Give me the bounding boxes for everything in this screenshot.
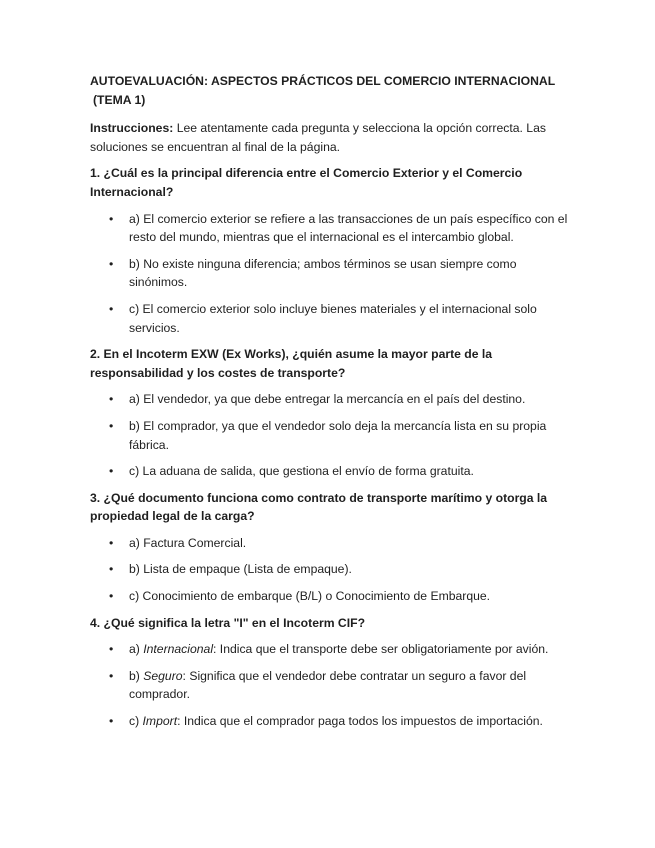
option-text — [129, 642, 548, 656]
option-2b — [90, 417, 568, 454]
option-text: b) Lista de empaque (Lista de empaque). — [129, 562, 352, 577]
option-1a — [90, 210, 568, 247]
question-4-options — [90, 640, 568, 730]
instructions-label: Instrucciones: — [90, 121, 174, 136]
option-4b — [90, 667, 568, 704]
option-2a — [90, 390, 568, 409]
option-term: Seguro — [143, 668, 183, 683]
bullet-icon: • — [109, 418, 114, 433]
option-3a — [90, 534, 568, 553]
option-text — [129, 714, 543, 728]
document-title: AUTOEVALUACIÓN: ASPECTOS PRÁCTICOS DEL COMERCIO INTERNACIONAL (TEMA 1) — [90, 74, 555, 107]
bullet-icon: • — [109, 535, 114, 550]
question-2-options — [90, 390, 568, 480]
option-suffix: : Significa que el vendedor debe contratar un seguro a favor del comprador. — [129, 668, 527, 702]
option-2c — [90, 462, 568, 481]
option-text: b) No existe ninguna diferencia; ambos términos se usan siempre como sinónimos. — [129, 256, 517, 290]
question-3: 3. ¿Qué documento funciona como contrato de transporte marítimo y otorga la propiedad legal de la carga? — [90, 490, 548, 524]
bullet-icon: • — [109, 464, 114, 479]
bullet-icon: • — [109, 642, 114, 657]
option-term: Import — [142, 714, 178, 729]
option-text: c) La aduana de salida, que gestiona el envío de forma gratuita. — [129, 464, 474, 479]
option-text: c) El comercio exterior solo incluye bienes materiales y el internacional solo servicios. — [129, 301, 537, 335]
option-text: b) El comprador, ya que el vendedor solo deja la mercancía lista en su propia fábrica. — [129, 418, 547, 452]
question-1: 1. ¿Cuál es la principal diferencia entre el Comercio Exterior y el Comercio Internacional? — [90, 166, 523, 199]
bullet-icon: • — [109, 211, 114, 226]
option-4c — [90, 712, 568, 731]
option-suffix: : Indica que el comprador paga todos los impuestos de importación. — [177, 714, 543, 729]
option-text: a) Factura Comercial. — [129, 535, 247, 550]
bullet-icon: • — [109, 301, 114, 316]
option-text: c) Conocimiento de embarque (B/L) o Conocimiento de Embarque. — [129, 589, 491, 604]
option-text: a) El vendedor, ya que debe entregar la mercancía en el país del destino. — [129, 392, 526, 407]
option-text: a) El comercio exterior se refiere a las transacciones de un país específico con el resto del mundo, mientras que el internacional es el intercambio global. — [129, 211, 568, 245]
option-3c — [90, 587, 568, 606]
instructions-text: Lee atentamente cada pregunta y selecciona la opción correcta. Las soluciones se encuentran al final de la página. — [90, 121, 546, 154]
bullet-icon: • — [109, 589, 114, 604]
bullet-icon: • — [109, 714, 114, 729]
question-3-options — [90, 534, 568, 606]
option-3b — [90, 560, 568, 579]
option-prefix: b) — [129, 668, 144, 683]
option-prefix: a) — [129, 642, 144, 657]
bullet-icon: • — [109, 392, 114, 407]
option-text — [129, 669, 526, 702]
question-1-options — [90, 210, 568, 338]
option-term: Internacional — [143, 642, 214, 657]
question-2: 2. En el Incoterm EXW (Ex Works), ¿quién asume la mayor parte de la responsabilidad y los costes de transporte? — [90, 347, 493, 380]
option-1c — [90, 300, 568, 337]
option-suffix: : Indica que el transporte debe ser obligatoriamente por avión. — [213, 642, 549, 657]
bullet-icon: • — [109, 256, 114, 271]
document-page — [90, 72, 568, 739]
bullet-icon: • — [109, 562, 114, 577]
option-prefix: c) — [129, 714, 143, 729]
bullet-icon: • — [109, 668, 114, 683]
option-1b — [90, 255, 568, 292]
instructions — [90, 119, 568, 156]
question-4: 4. ¿Qué significa la letra "I" en el Incoterm CIF? — [90, 615, 366, 630]
option-4a — [90, 640, 568, 659]
